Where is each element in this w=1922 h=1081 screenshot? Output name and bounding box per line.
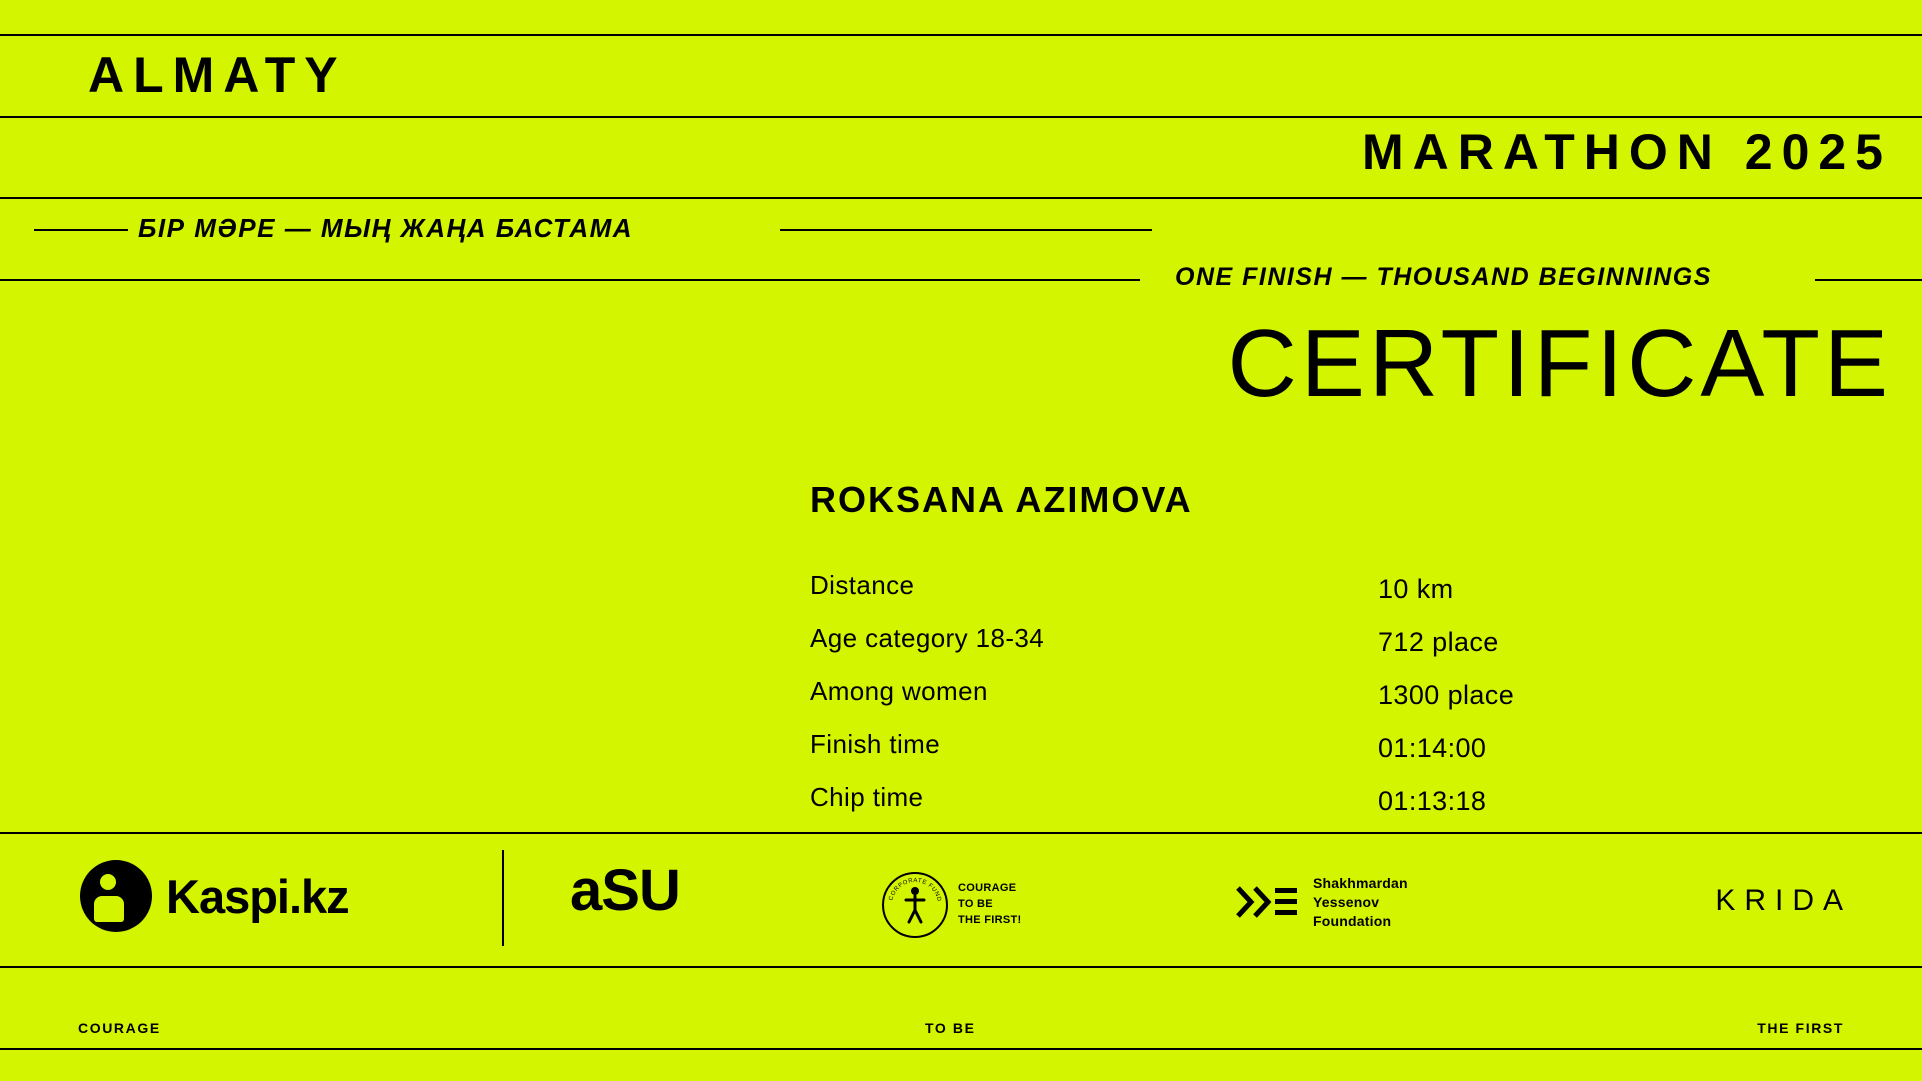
- sponsor-courage-fund: [882, 872, 1022, 938]
- footer-right: THE FIRST: [1757, 1020, 1844, 1036]
- row-value: 01:14:00: [1378, 733, 1487, 763]
- courage-fund-logo-icon: [882, 872, 948, 938]
- divider-segment-lower-right: [1815, 279, 1922, 281]
- courage-fund-label: [958, 881, 1022, 929]
- divider-line-footer: [0, 1048, 1922, 1050]
- result-table: [810, 572, 1740, 837]
- sponsor-asu: aSU: [570, 858, 680, 923]
- corporate-fund-ring-text: [884, 874, 946, 936]
- divider-line-1: [0, 34, 1922, 36]
- row-label: Among women: [810, 676, 988, 706]
- tagline-kazakh: БІР МӘРЕ — МЫҢ ЖАҢА БАСТАМА: [138, 213, 634, 243]
- footer-middle: TO BE: [925, 1020, 976, 1036]
- row-value: 01:13:18: [1378, 786, 1487, 816]
- table-row: [810, 784, 1740, 837]
- event-title: MARATHON 2025: [1361, 124, 1892, 180]
- courage-fund-line-1: COURAGE: [958, 882, 1017, 895]
- yessenov-line-3: Foundation: [1313, 912, 1392, 929]
- courage-fund-line-2: TO BE: [958, 898, 993, 911]
- yessenov-foundation-logo-icon: [1235, 882, 1301, 922]
- row-label: Age category 18-34: [810, 623, 1045, 653]
- row-label: Distance: [810, 570, 915, 600]
- footer-left: COURAGE: [78, 1020, 161, 1036]
- yessenov-line-2: Yessenov: [1313, 893, 1380, 910]
- table-row: [810, 572, 1740, 625]
- row-label: Finish time: [810, 729, 941, 759]
- kaspi-label: Kaspi.kz: [166, 869, 349, 923]
- row-label: Chip time: [810, 782, 924, 812]
- svg-text:CORPORATE FUND: CORPORATE FUND: [888, 877, 942, 903]
- table-row: [810, 678, 1740, 731]
- city-title: ALMATY: [88, 47, 347, 103]
- row-value: 1300 place: [1378, 680, 1515, 710]
- divider-segment-middle: [780, 229, 1152, 231]
- page-title: CERTIFICATE: [1227, 310, 1892, 417]
- sponsor-krida: KRIDA: [1715, 884, 1852, 917]
- row-value: 10 km: [1378, 574, 1454, 604]
- courage-fund-line-3: THE FIRST!: [958, 913, 1022, 926]
- table-row: [810, 731, 1740, 784]
- kaspi-logo-icon: [80, 860, 152, 932]
- yessenov-line-1: Shakhmardan: [1313, 875, 1408, 891]
- sponsor-yessenov: [1235, 874, 1408, 931]
- participant-name: ROKSANA AZIMOVA: [810, 479, 1193, 520]
- divider-line-3: [0, 197, 1922, 199]
- divider-line-2: [0, 116, 1922, 118]
- table-row: [810, 625, 1740, 678]
- divider-segment-lower-left: [0, 279, 1140, 281]
- divider-line-sponsors-bottom: [0, 966, 1922, 968]
- tagline-english: ONE FINISH — THOUSAND BEGINNINGS: [1175, 263, 1712, 291]
- divider-segment-left: [34, 229, 128, 231]
- yessenov-label: [1313, 874, 1408, 931]
- sponsor-bar: [0, 832, 1922, 966]
- sponsor-divider: [502, 850, 504, 946]
- sponsor-kaspi: [80, 860, 349, 932]
- row-value: 712 place: [1378, 627, 1499, 657]
